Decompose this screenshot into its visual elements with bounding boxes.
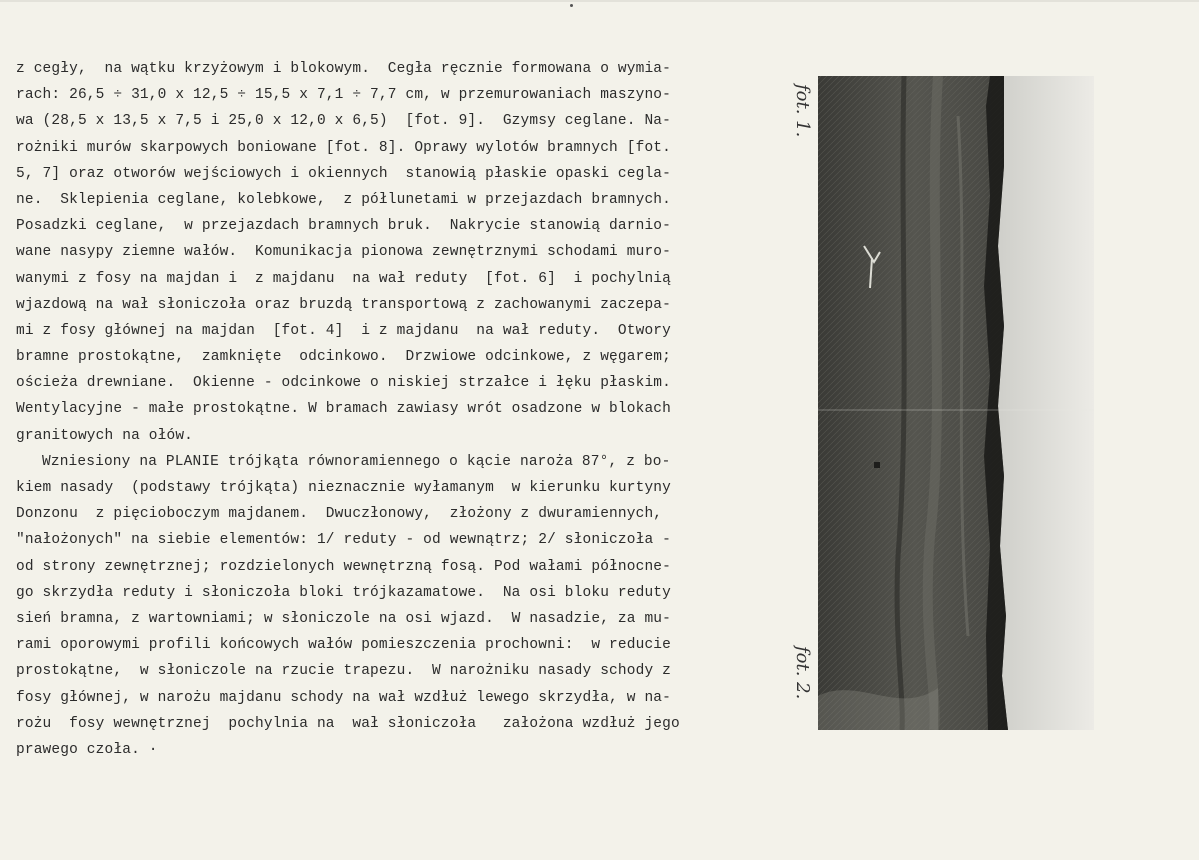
punch-mark	[570, 4, 573, 7]
photo-image	[818, 76, 1094, 730]
typed-text-body	[16, 56, 786, 763]
text-line: sień bramna, z wartowniami; w słoniczole na osi wjazd. W nasadzie, za mu-	[16, 610, 672, 627]
text-line: od strony zewnętrznej; rozdzielonych wewnętrzną fosą. Pod wałami północne-	[16, 558, 672, 575]
paragraph-2	[16, 449, 786, 763]
text-line: Wentylacyjne - małe prostokątne. W bramach zawiasy wrót osadzone w blokach	[16, 401, 672, 418]
paragraph-1	[16, 56, 786, 449]
text-line: mi z fosy głównej na majdan [fot. 4] i z majdanu na wał reduty. Otwory	[16, 322, 672, 339]
photo-label-1: fot. 1.	[792, 84, 813, 138]
text-line: 5, 7] oraz otworów wejściowych i okiennych stanowią płaskie opaski cegla-	[16, 165, 672, 182]
text-line: wa (28,5 x 13,5 x 7,5 i 25,0 x 12,0 x 6,5) [fot. 9]. Gzymsy ceglane. Na-	[16, 113, 672, 130]
text-line: go skrzydła reduty i słoniczoła bloki trójkazamatowe. Na osi bloku reduty	[16, 584, 672, 601]
text-line: "nałożonych" na siebie elementów: 1/ reduty - od wewnątrz; 2/ słoniczoła -	[16, 532, 672, 549]
text-line: Wzniesiony na PLANIE trójkąta równoramiennego o kącie naroża 87°, z bo-	[42, 453, 671, 470]
text-line: Donzonu z pięcioboczym majdanem. Dwuczłonowy, złożony z dwuramiennych,	[16, 506, 663, 523]
text-line: rożniki murów skarpowych boniowane [fot. 8]. Oprawy wylotów bramnych [fot.	[16, 139, 672, 156]
text-line: ne. Sklepienia ceglane, kolebkowe, z półlunetami w przejazdach bramnych.	[16, 191, 672, 208]
text-line: prostokątne, w słoniczole na rzucie trapezu. W narożniku nasady schody z	[16, 663, 672, 680]
text-line: wane nasypy ziemne wałów. Komunikacja pionowa zewnętrznymi schodami muro-	[16, 244, 672, 261]
text-line: wjazdową na wał słoniczoła oraz bruzdą transportową z zachowanymi zaczepa-	[16, 296, 672, 313]
text-line: wanymi z fosy na majdan i z majdanu na wał reduty [fot. 6] i pochylnią	[16, 270, 672, 287]
text-line: ościeża drewniane. Okienne - odcinkowe o niskiej strzałce i łęku płaskim.	[16, 375, 672, 392]
text-line: z cegły, na wątku krzyżowym i blokowym. Cegła ręcznie formowana o wymia-	[16, 61, 672, 77]
text-line: rożu fosy wewnętrznej pochylnia na wał słoniczoła założona wzdłuż jego	[16, 715, 680, 732]
photo-label-2: fot. 2.	[792, 646, 813, 700]
text-line: rami oporowymi profili końcowych wałów pomieszczenia prochowni: w reducie	[16, 637, 672, 654]
text-line: kiem nasady (podstawy trójkąta) nieznacznie wyłamanym w kierunku kurtyny	[16, 480, 672, 496]
text-line: rach: 26,5 ÷ 31,0 x 12,5 ÷ 15,5 x 7,1 ÷ 7,7 cm, w przemurowaniach maszyno-	[16, 87, 672, 104]
landscape-photo	[818, 76, 1094, 730]
text-line: bramne prostokątne, zamknięte odcinkowo. Drzwiowe odcinkowe, z węgarem;	[16, 349, 672, 366]
text-line: Posadzki ceglane, w przejazdach bramnych bruk. Nakrycie stanowią darnio-	[16, 218, 672, 235]
text-line: fosy głównej, w narożu majdanu schody na wał wzdłuż lewego skrzydła, w na-	[16, 689, 672, 706]
text-line: granitowych na ołów.	[16, 427, 194, 444]
text-line: prawego czoła. ·	[16, 741, 158, 758]
